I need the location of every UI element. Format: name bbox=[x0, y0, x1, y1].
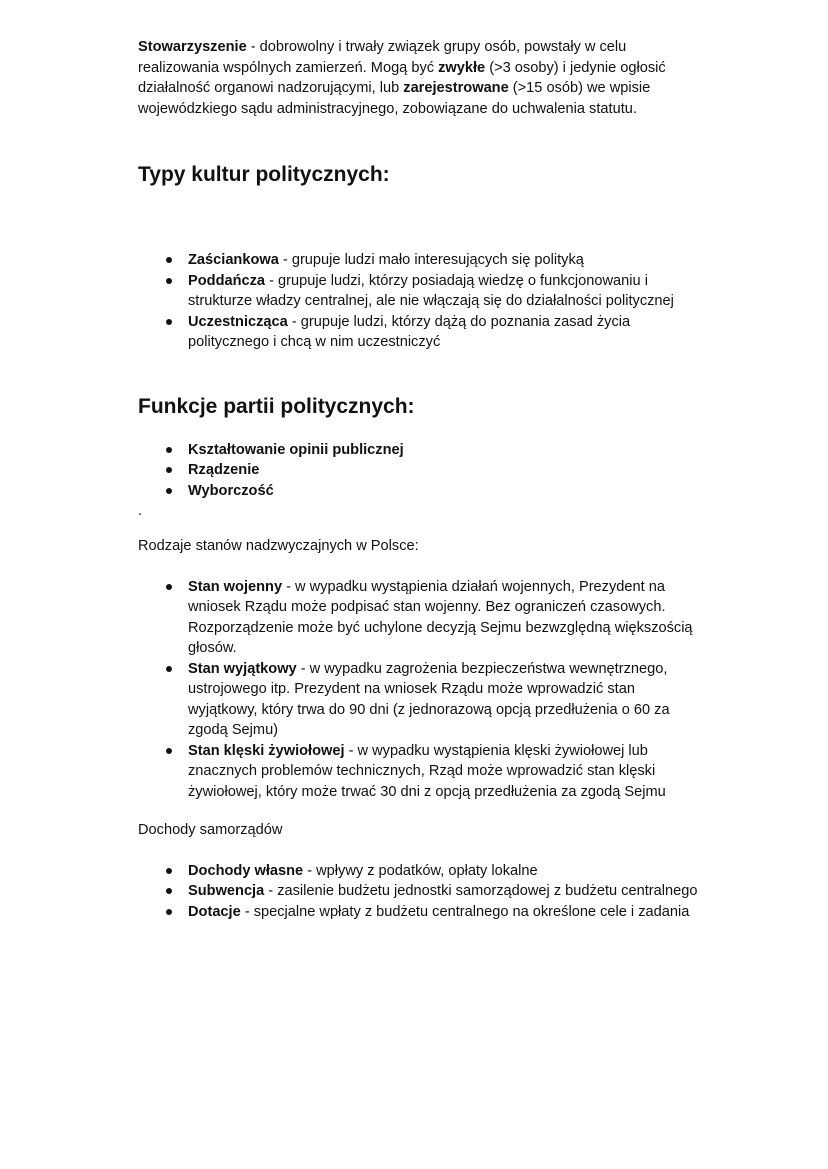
item-text: - zasilenie budżetu jednostki samorządowej z budżetu centralnego bbox=[264, 883, 698, 899]
item-text: - specjalne wpłaty z budżetu centralnego na określone cele i zadania bbox=[240, 903, 690, 920]
list-item bbox=[138, 460, 698, 481]
item-text: - w wypadku zagrożenia bezpieczeństwa wewnętrznego, ustrojowego itp. Prezydent na wniosek Rządu może wprowadzić stan wyjątkowy, który trwa do 90 dni (z jednorazową opcją przedłużenia o 60 za zgodą Sejmu) bbox=[188, 660, 670, 738]
list-item bbox=[138, 312, 698, 353]
bullet-icon bbox=[166, 909, 172, 915]
item-term: Poddańcza bbox=[188, 272, 266, 289]
item-term: Wyborczość bbox=[188, 482, 274, 499]
item-text: - grupuje ludzi, którzy posiadają wiedzę o funkcjonowaniu i strukturze władzy centralnej, ale nie włączają się do działalności politycznej bbox=[188, 272, 674, 309]
item-term: Kształtowanie opinii publicznej bbox=[188, 441, 404, 458]
bullet-icon bbox=[166, 888, 172, 894]
list-item bbox=[138, 250, 698, 271]
funkcje-list bbox=[138, 440, 698, 502]
dochody-list bbox=[138, 861, 698, 923]
list-item bbox=[138, 481, 698, 502]
item-term: Stan wojenny bbox=[188, 578, 283, 595]
trailing-dot: . bbox=[138, 503, 143, 519]
item-term: Subwencja bbox=[188, 883, 265, 899]
typy-list bbox=[138, 250, 698, 353]
list-item bbox=[138, 271, 698, 312]
bullet-icon bbox=[166, 278, 172, 284]
item-term: Uczestnicząca bbox=[188, 313, 288, 330]
intro-text: (>3 osoby) i jedynie ogłosić działalność organowi nadzorującymi, lub bbox=[138, 59, 666, 96]
item-term: Rządzenie bbox=[188, 462, 260, 478]
list-item bbox=[138, 440, 698, 461]
list-item bbox=[138, 902, 698, 923]
intro-text: (>15 osób) we wpisie wojewódzkiego sądu administracyjnego, zobowiązane do uchwalenia statutu. bbox=[138, 80, 651, 117]
list-item bbox=[138, 861, 698, 882]
heading-typy-kultur: Typy kultur politycznych: bbox=[138, 163, 390, 186]
dochody-title: Dochody samorządów bbox=[138, 822, 283, 838]
stany-title: Rodzaje stanów nadzwyczajnych w Polsce: bbox=[138, 538, 419, 554]
item-text: - grupuje ludzi, którzy dążą do poznania zasad życia politycznego i chcą w nim uczestniczyć bbox=[188, 313, 631, 350]
intro-term: Stowarzyszenie bbox=[138, 39, 247, 55]
bullet-icon bbox=[166, 748, 172, 754]
list-item bbox=[138, 659, 698, 741]
bullet-icon bbox=[166, 584, 172, 590]
item-term: Stan klęski żywiołowej bbox=[188, 742, 345, 759]
intro-text: - dobrowolny i trwały związek grupy osób, powstały w celu realizowania wspólnych zamierzeń. Mogą być bbox=[138, 39, 627, 76]
bullet-icon bbox=[166, 319, 172, 325]
bullet-icon bbox=[166, 257, 172, 263]
item-text: - w wypadku wystąpienia działań wojennych, Prezydent na wniosek Rządu może podpisać stan wojenny. Bez ograniczeń czasowych. Rozporządzenie może być uchylone decyzją Sejmu bezwzględną większością głosów. bbox=[188, 578, 693, 656]
item-text: - wpływy z podatków, opłaty lokalne bbox=[303, 862, 538, 879]
list-item bbox=[138, 881, 698, 902]
item-text: - grupuje ludzi mało interesujących się polityką bbox=[278, 252, 584, 268]
bullet-icon bbox=[166, 488, 172, 494]
item-term: Zaściankowa bbox=[188, 252, 279, 268]
item-text: - w wypadku wystąpienia klęski żywiołowej lub znacznych problemów technicznych, Rząd może wprowadzić stan klęski żywiołowej, który może trwać 30 dni z opcją przedłużenia za zgodą Sejmu bbox=[188, 742, 666, 800]
list-item bbox=[138, 577, 698, 659]
bullet-icon bbox=[166, 868, 172, 874]
intro-paragraph bbox=[138, 37, 698, 119]
item-term: Dotacje bbox=[188, 903, 241, 920]
intro-bold-zarejestrowane: zarejestrowane bbox=[403, 80, 509, 96]
bullet-icon bbox=[166, 447, 172, 453]
heading-funkcje-partii: Funkcje partii politycznych: bbox=[138, 394, 415, 418]
item-term: Stan wyjątkowy bbox=[188, 660, 297, 677]
intro-bold-zwykle: zwykłe bbox=[438, 59, 486, 76]
item-term: Dochody własne bbox=[188, 862, 304, 879]
bullet-icon bbox=[166, 666, 172, 672]
bullet-icon bbox=[166, 467, 172, 473]
list-item bbox=[138, 741, 698, 803]
stany-list bbox=[138, 577, 698, 803]
document-page bbox=[138, 37, 698, 922]
